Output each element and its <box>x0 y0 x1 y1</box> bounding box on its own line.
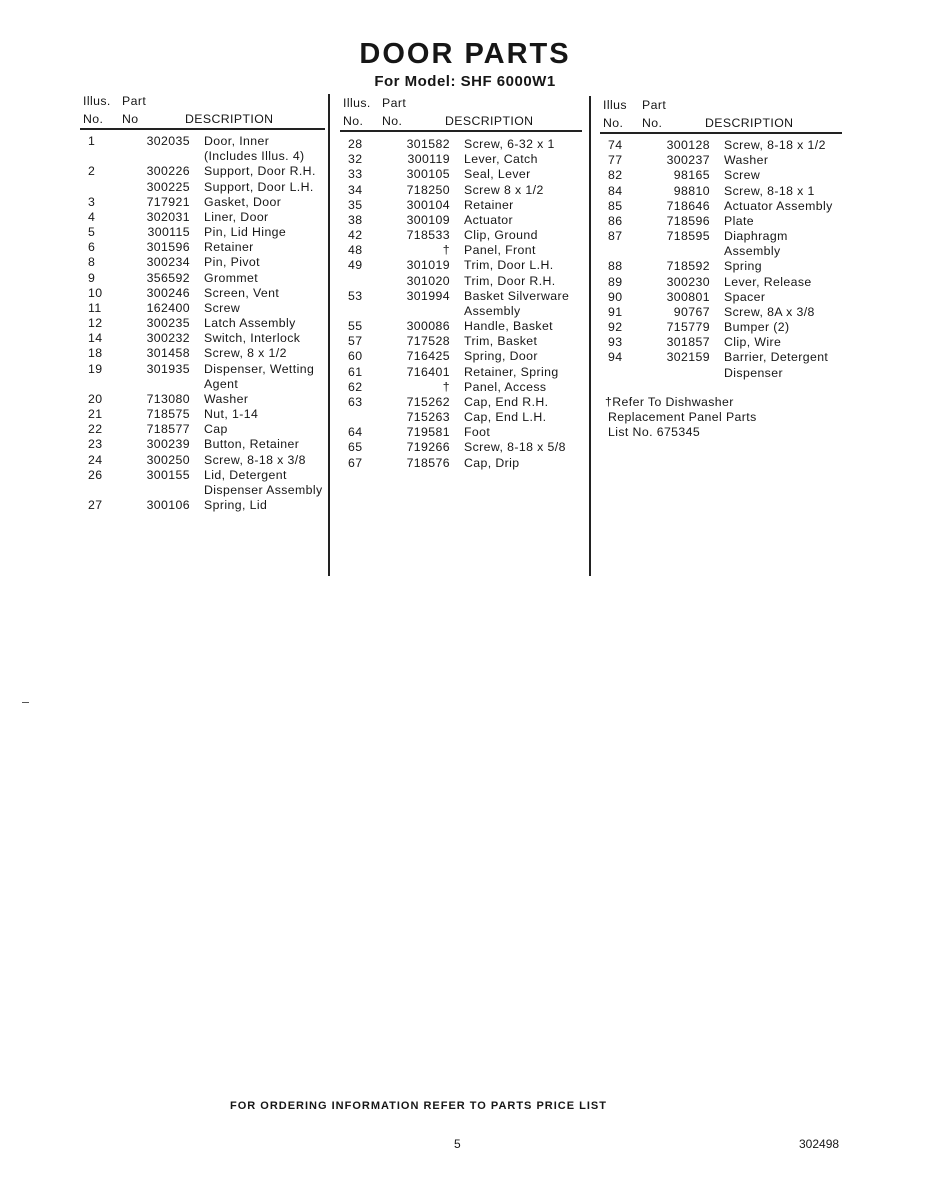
part-description: Spring, Lid <box>204 498 268 513</box>
header-illus: Illus. <box>343 96 371 110</box>
illus-number: 20 <box>88 391 103 406</box>
header-part-no: No. <box>642 116 663 130</box>
part-description: Actuator <box>464 212 513 227</box>
illus-number: 64 <box>348 425 363 440</box>
illus-number: 93 <box>608 335 623 350</box>
illus-number: 6 <box>88 240 96 255</box>
part-description: Actuator Assembly <box>724 198 833 213</box>
part-number: 301935 <box>146 361 190 376</box>
illus-number: 24 <box>88 452 103 467</box>
illus-number: 2 <box>88 164 96 179</box>
part-description: Washer <box>204 391 249 406</box>
illus-number: 48 <box>348 243 363 258</box>
illus-number: 35 <box>348 197 363 212</box>
illus-number: 85 <box>608 198 623 213</box>
illus-number: 90 <box>608 289 623 304</box>
header-part-no: No <box>122 112 139 126</box>
illus-number: 84 <box>608 183 623 198</box>
illus-number: 63 <box>348 394 363 409</box>
part-description: Retainer <box>204 240 254 255</box>
column-divider <box>328 94 330 576</box>
part-description: Screw, 8A x 3/8 <box>724 304 815 319</box>
part-description: Seal, Lever <box>464 167 531 182</box>
part-number: 301458 <box>146 346 190 361</box>
part-description: Trim, Door L.H. <box>464 258 554 273</box>
illus-number: 38 <box>348 212 363 227</box>
header-part: Part <box>642 98 667 112</box>
part-number: 300246 <box>146 285 190 300</box>
part-number: 162400 <box>146 300 190 315</box>
part-description: Trim, Basket <box>464 334 538 349</box>
illus-number: 53 <box>348 288 363 303</box>
part-number: 300801 <box>666 289 710 304</box>
part-number: 718533 <box>406 228 450 243</box>
part-number: 715262 <box>406 394 450 409</box>
illus-number: 10 <box>88 285 103 300</box>
illus-number: 9 <box>88 270 96 285</box>
illus-number: 3 <box>88 194 96 209</box>
part-number: 718646 <box>666 198 710 213</box>
part-description: Retainer <box>464 197 514 212</box>
illus-number: 88 <box>608 259 623 274</box>
note-line: †Refer To Dishwasher <box>605 395 734 409</box>
part-description: Screen, Vent <box>204 285 280 300</box>
header-illus-no: No. <box>83 112 104 126</box>
illus-number: 77 <box>608 153 623 168</box>
part-number: 717528 <box>406 334 450 349</box>
part-description: Lever, Catch <box>464 152 538 167</box>
part-number: 301994 <box>406 288 450 303</box>
part-description: Dispenser Assembly <box>204 482 323 497</box>
part-description: Bumper (2) <box>724 320 790 335</box>
illus-number: 74 <box>608 138 623 152</box>
illus-number: 57 <box>348 334 363 349</box>
part-number: 300234 <box>146 255 190 270</box>
part-description: Door, Inner <box>204 134 270 148</box>
part-description: Switch, Interlock <box>204 331 301 346</box>
illus-number: 94 <box>608 350 623 365</box>
part-number: 302031 <box>146 209 190 224</box>
part-number: 300128 <box>666 138 710 152</box>
part-description: Barrier, Detergent <box>724 350 829 365</box>
part-description: Latch Assembly <box>204 316 296 331</box>
illus-number: 86 <box>608 213 623 228</box>
part-number: 300237 <box>666 153 710 168</box>
part-description: Spring, Door <box>464 349 538 364</box>
part-description: Dispenser <box>724 365 783 380</box>
part-number: 98165 <box>673 168 710 183</box>
document-number: 302498 <box>799 1137 840 1151</box>
part-number: 716401 <box>406 364 450 379</box>
illus-number: 65 <box>348 440 363 455</box>
part-description: Button, Retainer <box>204 437 300 452</box>
header-description: DESCRIPTION <box>705 116 794 130</box>
part-number: 300104 <box>406 197 450 212</box>
part-number: 300250 <box>146 452 190 467</box>
page-number: 5 <box>454 1137 461 1151</box>
note-line: Replacement Panel Parts <box>608 410 757 424</box>
part-number: 300235 <box>146 316 190 331</box>
part-number: 300105 <box>406 167 450 182</box>
part-number: 718592 <box>666 259 710 274</box>
note-line: List No. 675345 <box>608 425 701 439</box>
part-description: Screw, 8-18 x 1 <box>724 183 815 198</box>
part-description: Lever, Release <box>724 274 812 289</box>
part-description: Screw, 8-18 x 5/8 <box>464 440 566 455</box>
header-part: Part <box>122 94 147 108</box>
part-description: Panel, Access <box>464 379 547 394</box>
part-number: 356592 <box>146 270 190 285</box>
header-part-no: No. <box>382 114 403 128</box>
part-description: (Includes Illus. 4) <box>204 149 305 164</box>
illus-number: 61 <box>348 364 363 379</box>
part-description: Gasket, Door <box>204 194 282 209</box>
illus-number: 60 <box>348 349 363 364</box>
part-number: 300106 <box>146 498 190 513</box>
part-description: Cap, Drip <box>464 455 520 470</box>
illus-number: 12 <box>88 316 103 331</box>
part-number: 718575 <box>146 407 190 422</box>
part-description: Handle, Basket <box>464 319 553 334</box>
part-description: Trim, Door R.H. <box>464 273 556 288</box>
part-description: Clip, Ground <box>464 228 538 243</box>
part-description: Panel, Front <box>464 243 536 258</box>
part-description: Washer <box>724 153 769 168</box>
part-number: 300119 <box>407 152 450 167</box>
part-description: Spacer <box>724 289 766 304</box>
illus-number: 14 <box>88 331 103 346</box>
header-illus: Illus <box>603 98 627 112</box>
part-description: Diaphragm <box>724 229 788 244</box>
part-number: 719581 <box>406 425 450 440</box>
part-description: Clip, Wire <box>724 335 782 350</box>
illus-number: 67 <box>348 455 363 470</box>
part-number: † <box>442 379 450 394</box>
part-description: Screw, 8-18 x 1/2 <box>724 138 826 152</box>
illus-number: 55 <box>348 319 363 334</box>
part-number: 718250 <box>406 182 450 197</box>
illus-number: 62 <box>348 379 363 394</box>
illus-number: 23 <box>88 437 103 452</box>
header-illus-no: No. <box>343 114 364 128</box>
part-number: 718577 <box>146 422 190 437</box>
part-number: 713080 <box>146 391 190 406</box>
ordering-info: FOR ORDERING INFORMATION REFER TO PARTS PRICE LIST <box>230 1100 607 1112</box>
part-number: 717921 <box>146 194 190 209</box>
part-number: 716425 <box>406 349 450 364</box>
illus-number: 42 <box>348 228 363 243</box>
header-description: DESCRIPTION <box>445 114 534 128</box>
illus-number: 21 <box>88 407 103 422</box>
part-description: Screw, 8 x 1/2 <box>204 346 287 361</box>
part-description: Screw, 6-32 x 1 <box>464 137 555 151</box>
illus-number: 89 <box>608 274 623 289</box>
part-description: Agent <box>204 376 239 391</box>
part-number: 300225 <box>146 179 190 194</box>
illus-number: 18 <box>88 346 103 361</box>
part-number: 301596 <box>146 240 190 255</box>
part-description: Support, Door L.H. <box>204 179 314 194</box>
part-number: 718576 <box>406 455 450 470</box>
illus-number: 82 <box>608 168 623 183</box>
illus-number: 27 <box>88 498 103 513</box>
illus-number: 22 <box>88 422 103 437</box>
part-number: 98810 <box>673 183 710 198</box>
part-description: Cap <box>204 422 228 437</box>
part-description: Foot <box>464 425 491 440</box>
part-description: Spring <box>724 259 762 274</box>
illus-number: 19 <box>88 361 103 376</box>
part-description: Lid, Detergent <box>204 467 287 482</box>
part-number: 300109 <box>406 212 450 227</box>
part-number: 300226 <box>146 164 190 179</box>
part-description: Assembly <box>464 303 521 318</box>
header-illus-no: No. <box>603 116 624 130</box>
part-number: 300232 <box>146 331 190 346</box>
part-description: Basket Silverware <box>464 288 570 303</box>
illus-number: 32 <box>348 152 363 167</box>
refer-note <box>605 395 757 440</box>
header-illus: Illus. <box>83 94 111 108</box>
part-number: 715263 <box>406 410 450 425</box>
illus-number: 91 <box>608 304 623 319</box>
header-description: DESCRIPTION <box>185 112 274 126</box>
part-number: 300239 <box>146 437 190 452</box>
part-number: 301582 <box>406 137 450 151</box>
part-number: 301020 <box>406 273 450 288</box>
part-number: 300086 <box>406 319 450 334</box>
illus-number: 4 <box>88 209 96 224</box>
part-number: 715779 <box>666 320 710 335</box>
illus-number: 34 <box>348 182 363 197</box>
illus-number: 33 <box>348 167 363 182</box>
part-description: Screw <box>204 300 241 315</box>
header-part: Part <box>382 96 407 110</box>
part-number: 300155 <box>146 467 190 482</box>
part-description: Plate <box>724 213 755 228</box>
part-description: Liner, Door <box>204 209 269 224</box>
part-description: Dispenser, Wetting <box>204 361 315 376</box>
part-number: 301019 <box>406 258 450 273</box>
header-rule <box>340 130 582 132</box>
column-divider <box>589 96 591 576</box>
illus-number: 8 <box>88 255 96 270</box>
part-description: Assembly <box>724 244 781 259</box>
part-number: 302035 <box>146 134 190 148</box>
part-number: 301857 <box>666 335 710 350</box>
illus-number: 87 <box>608 229 623 244</box>
illus-number: 11 <box>88 300 102 315</box>
part-number: 718595 <box>666 229 710 244</box>
illus-number: 28 <box>348 137 363 151</box>
illus-number: 92 <box>608 320 623 335</box>
header-rule <box>600 132 842 134</box>
illus-number: 26 <box>88 467 103 482</box>
part-number: 719266 <box>406 440 450 455</box>
part-number: 300115 <box>147 225 190 240</box>
page-title: DOOR PARTS <box>359 38 571 70</box>
model-subtitle: For Model: SHF 6000W1 <box>374 73 556 90</box>
part-number: 300230 <box>666 274 710 289</box>
part-description: Screw, 8-18 x 3/8 <box>204 452 306 467</box>
part-description: Cap, End L.H. <box>464 410 547 425</box>
scan-mark <box>22 702 29 703</box>
part-description: Retainer, Spring <box>464 364 559 379</box>
part-description: Pin, Lid Hinge <box>204 225 287 240</box>
header-rule <box>80 128 325 130</box>
part-number: 302159 <box>666 350 710 365</box>
part-description: Grommet <box>204 270 259 285</box>
part-number: 718596 <box>666 213 710 228</box>
part-number: 90767 <box>673 304 710 319</box>
part-description: Nut, 1-14 <box>204 407 259 422</box>
illus-number: 5 <box>88 225 96 240</box>
part-description: Screw 8 x 1/2 <box>464 182 544 197</box>
part-description: Support, Door R.H. <box>204 164 316 179</box>
illus-number: 1 <box>88 134 96 148</box>
part-description: Screw <box>724 168 761 183</box>
part-number: † <box>442 243 450 258</box>
illus-number: 49 <box>348 258 363 273</box>
part-description: Cap, End R.H. <box>464 394 549 409</box>
part-description: Pin, Pivot <box>204 255 260 270</box>
